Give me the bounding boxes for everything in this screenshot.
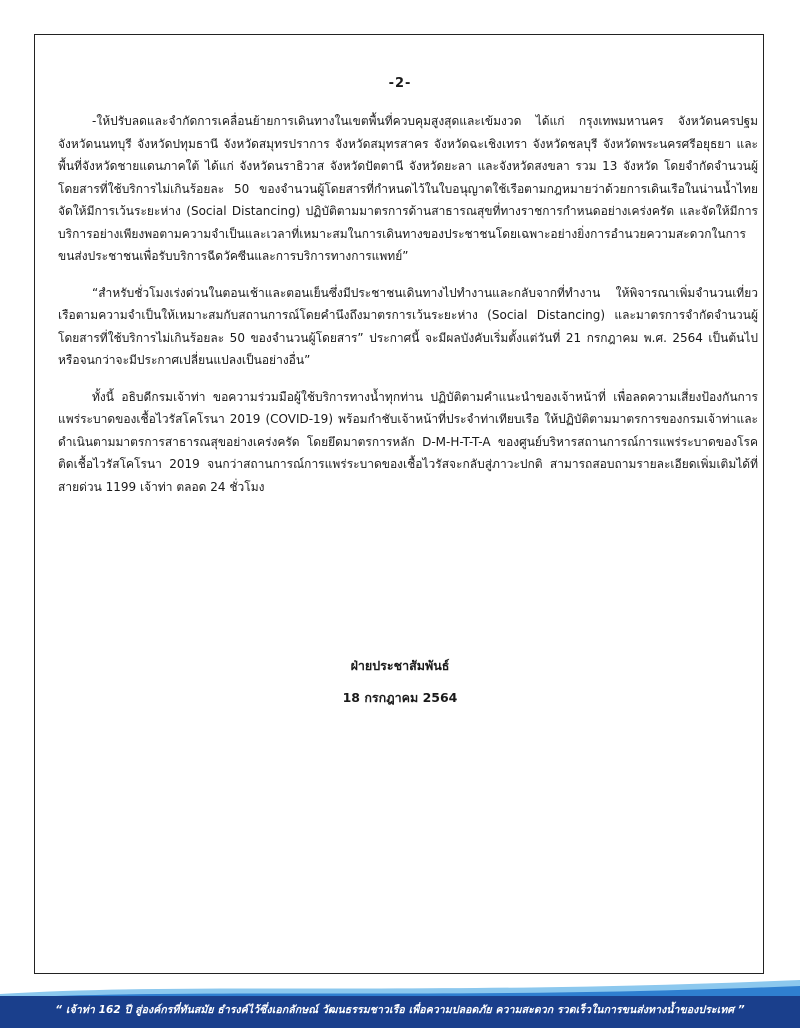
- document-body: [58, 110, 758, 512]
- footer-tagline: “ เจ้าท่า 162 ปี สู่องค์กรที่ทันสมัย ธำรงค์ไว้ซึ่งเอกลักษณ์ วัฒนธรรมชาวเรือ เพื่อความปลอดภัย ความสะดวก รวดเร็วในการขนส่งทางน้ำของประเทศ ”: [55, 1004, 745, 1016]
- paragraph-rush-hour: “สำหรับชั่วโมงเร่งด่วนในตอนเช้าและตอนเย็นซึ่งมีประชาชนเดินทางไปทำงานและกลับจากที่ทำงาน ให้พิจารณาเพิ่มจำนวนเที่ยวเรือตามความจำเป็นให้เหมาะสมกับสถานการณ์โดยคำนึงถึงมาตรการเว้นระยะห่าง (Social Distancing) และมาตรการจำกัดจำนวนผู้โดยสารที่ใช้บริการไม่เกินร้อยละ 50 ของจำนวนผู้โดยสาร” ประกาศนี้ จะมีผลบังคับเริ่มตั้งแต่วันที่ 21 กรกฎาคม พ.ศ. 2564 เป็นต้นไปหรือจนกว่าจะมีประกาศเปลี่ยนแปลงเป็นอย่างอื่น”: [58, 285, 758, 367]
- footer-banner: [0, 976, 800, 1028]
- paragraph-cooperation-request: ทั้งนี้ อธิบดีกรมเจ้าท่า ขอความร่วมมือผู้ใช้บริการทางน้ำทุกท่าน ปฏิบัติตามคำแนะนำของเจ้าหน้าที่ เพื่อลดความเสี่ยงป้องกันการแพร่ระบาดของเชื้อไวรัสโคโรนา 2019 (COVID-19) พร้อมกำชับเจ้าหน้าที่ประจำท่าเทียบเรือ ให้ปฏิบัติตามมาตรการของกรมเจ้าท่าและดำเนินตามมาตรการสาธารณสุขอย่างเคร่งครัด โดยยึดมาตรการหลัก D-M-H-T-T-A ของศูนย์บริหารสถานการณ์การแพร่ระบาดของโรคติดเชื้อไวรัสโคโรนา 2019 จนกว่าสถานการณ์การแพร่ระบาดของเชื้อไวรัสจะกลับสู่ภาวะปกติ สามารถสอบถามรายละเอียดเพิ่มเติมได้ที่ สายด่วน 1199 เจ้าท่า ตลอด 24 ชั่วโมง: [58, 389, 758, 494]
- paragraph-restriction-zones: -ให้ปรับลดและจำกัดการเคลื่อนย้ายการเดินทางในเขตพื้นที่ควบคุมสูงสุดและเข้มงวด ได้แก่ กรุงเทพมหานคร จังหวัดนครปฐม จังหวัดนนทบุรี จังหวัดปทุมธานี จังหวัดสมุทรปราการ จังหวัดสมุทรสาคร จังหวัดฉะเชิงเทรา จังหวัดชลบุรี จังหวัดพระนครศรีอยุธยา และพื้นที่จังหวัดชายแดนภาคใต้ ได้แก่ จังหวัดนราธิวาส จังหวัดปัตตานี จังหวัดยะลา และจังหวัดสงขลา รวม 13 จังหวัด โดยจำกัดจำนวนผู้โดยสารที่ใช้บริการไม่เกินร้อยละ 50 ของจำนวนผู้โดยสารที่กำหนดไว้ในใบอนุญาตใช้เรือตามกฎหมายว่าด้วยการเดินเรือในน่านน้ำไทย จัดให้มีการเว้นระยะห่าง (Social Distancing) ปฏิบัติตามมาตรการด้านสาธารณสุขที่ทางราชการกำหนดอย่างเคร่งครัด และจัดให้มีการบริการอย่างเพียงพอตามความจำเป็นและเวลาที่เหมาะสมในการเดินทางของประชาชนโดยเฉพาะอย่างยิ่งการอำนวยความสะดวกในการขนส่งประชาชนเพื่อรับบริการฉีดวัคซีนและการบริการทางการแพทย์”: [58, 114, 758, 263]
- signature-department: ฝ่ายประชาสัมพันธ์: [350, 658, 450, 673]
- signature-date: 18 กรกฎาคม 2564: [342, 690, 458, 705]
- page-number: -2-: [388, 76, 412, 91]
